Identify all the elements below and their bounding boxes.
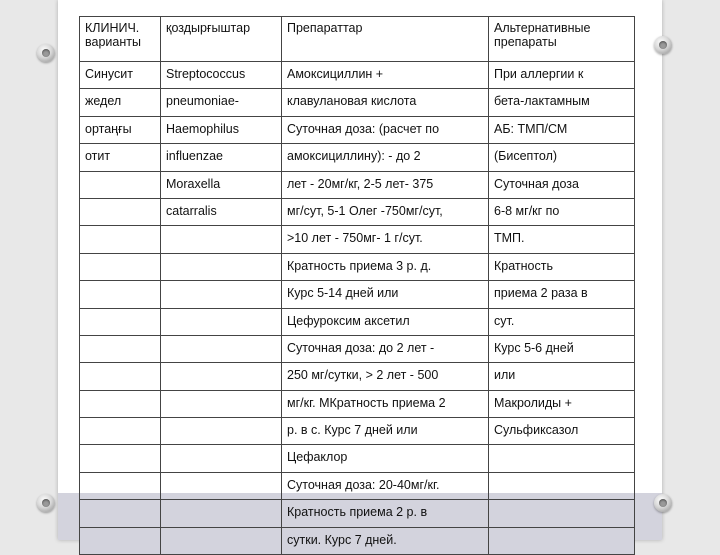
table-row	[80, 418, 635, 445]
table-cell: Суточная доза	[489, 171, 635, 198]
table-cell	[80, 527, 161, 554]
table-cell: Moraxella	[161, 171, 282, 198]
table-cell: мг/кг. МКратность приема 2	[282, 390, 489, 417]
table-row	[80, 390, 635, 417]
table-cell: Кратность	[489, 253, 635, 280]
table-cell: Haemophilus	[161, 116, 282, 143]
table-cell	[161, 335, 282, 362]
table-cell	[489, 527, 635, 554]
table-cell: отит	[80, 144, 161, 171]
table-cell: Курс 5-14 дней или	[282, 281, 489, 308]
table-row	[80, 198, 635, 225]
table-row	[80, 500, 635, 527]
table-cell: >10 лет - 750мг- 1 г/сут.	[282, 226, 489, 253]
table-cell	[161, 445, 282, 472]
table-cell	[489, 445, 635, 472]
table-cell: influenzae	[161, 144, 282, 171]
header-alternative-drugs: Альтернативные препараты	[489, 17, 635, 62]
table-cell: 6-8 мг/кг по	[489, 198, 635, 225]
table-header-row	[80, 17, 635, 62]
table-cell	[161, 527, 282, 554]
table-cell: Суточная доза: до 2 лет -	[282, 335, 489, 362]
table-row	[80, 89, 635, 116]
table-cell: или	[489, 363, 635, 390]
table-cell: ТМП.	[489, 226, 635, 253]
table-row	[80, 308, 635, 335]
table-cell	[161, 308, 282, 335]
table-cell: амоксициллину): - до 2	[282, 144, 489, 171]
header-clinical-variants: КЛИНИЧ. варианты	[80, 17, 161, 62]
table-cell: сутки. Курс 7 дней.	[282, 527, 489, 554]
table-row	[80, 281, 635, 308]
table-cell: мг/сут, 5-1 Олег -750мг/сут,	[282, 198, 489, 225]
table-cell: При аллергии к	[489, 62, 635, 89]
table-cell: Streptococcus	[161, 62, 282, 89]
binder-ring-icon	[37, 494, 55, 512]
table-cell: catarralis	[161, 198, 282, 225]
table-row	[80, 171, 635, 198]
table-cell: лет - 20мг/кг, 2-5 лет- 375	[282, 171, 489, 198]
binder-ring-icon	[654, 494, 672, 512]
table-cell	[161, 472, 282, 499]
table-row	[80, 472, 635, 499]
table-cell: Амоксициллин +	[282, 62, 489, 89]
table-cell	[80, 472, 161, 499]
table-cell: Цефуроксим аксетил	[282, 308, 489, 335]
table-cell	[161, 500, 282, 527]
table-cell: р. в с. Курс 7 дней или	[282, 418, 489, 445]
table-cell	[80, 253, 161, 280]
table-cell: ортаңғы	[80, 116, 161, 143]
table-cell: сут.	[489, 308, 635, 335]
table-row	[80, 144, 635, 171]
table-cell	[489, 500, 635, 527]
table-cell: АБ: ТМП/СМ	[489, 116, 635, 143]
header-drugs: Препараттар	[282, 17, 489, 62]
table-cell: (Бисептол)	[489, 144, 635, 171]
table-cell	[161, 226, 282, 253]
table-cell	[80, 335, 161, 362]
table-cell	[80, 500, 161, 527]
table-cell: Суточная доза: (расчет по	[282, 116, 489, 143]
table-cell: Синусит	[80, 62, 161, 89]
table-cell	[489, 472, 635, 499]
table-cell: Сульфиксазол	[489, 418, 635, 445]
table-cell: Кратность приема 2 р. в	[282, 500, 489, 527]
table-cell	[161, 418, 282, 445]
table-cell: Кратность приема 3 р. д.	[282, 253, 489, 280]
treatment-table	[79, 16, 635, 555]
table-cell	[161, 281, 282, 308]
table-cell	[80, 308, 161, 335]
table-cell: pneumoniae-	[161, 89, 282, 116]
table-row	[80, 253, 635, 280]
table-cell	[161, 390, 282, 417]
table-cell	[161, 363, 282, 390]
table-cell	[80, 198, 161, 225]
table-cell	[80, 226, 161, 253]
table-row	[80, 527, 635, 554]
table-cell: Макролиды +	[489, 390, 635, 417]
table-cell	[80, 363, 161, 390]
table-cell	[80, 390, 161, 417]
table-cell	[80, 281, 161, 308]
table-row	[80, 62, 635, 89]
binder-ring-icon	[654, 36, 672, 54]
header-pathogens: қоздырғыштар	[161, 17, 282, 62]
binder-ring-icon	[37, 44, 55, 62]
table-cell	[80, 445, 161, 472]
table-cell	[161, 253, 282, 280]
table-row	[80, 335, 635, 362]
table-row	[80, 226, 635, 253]
table-row	[80, 363, 635, 390]
table-cell: приема 2 раза в	[489, 281, 635, 308]
table-cell: Суточная доза: 20-40мг/кг.	[282, 472, 489, 499]
table-row	[80, 116, 635, 143]
table-cell	[80, 418, 161, 445]
table-cell: клавулановая кислота	[282, 89, 489, 116]
table-cell: Курс 5-6 дней	[489, 335, 635, 362]
table-row	[80, 445, 635, 472]
table-cell: Цефаклор	[282, 445, 489, 472]
table-cell: жедел	[80, 89, 161, 116]
table-cell: 250 мг/сутки, > 2 лет - 500	[282, 363, 489, 390]
table-cell: бета-лактамным	[489, 89, 635, 116]
table-cell	[80, 171, 161, 198]
